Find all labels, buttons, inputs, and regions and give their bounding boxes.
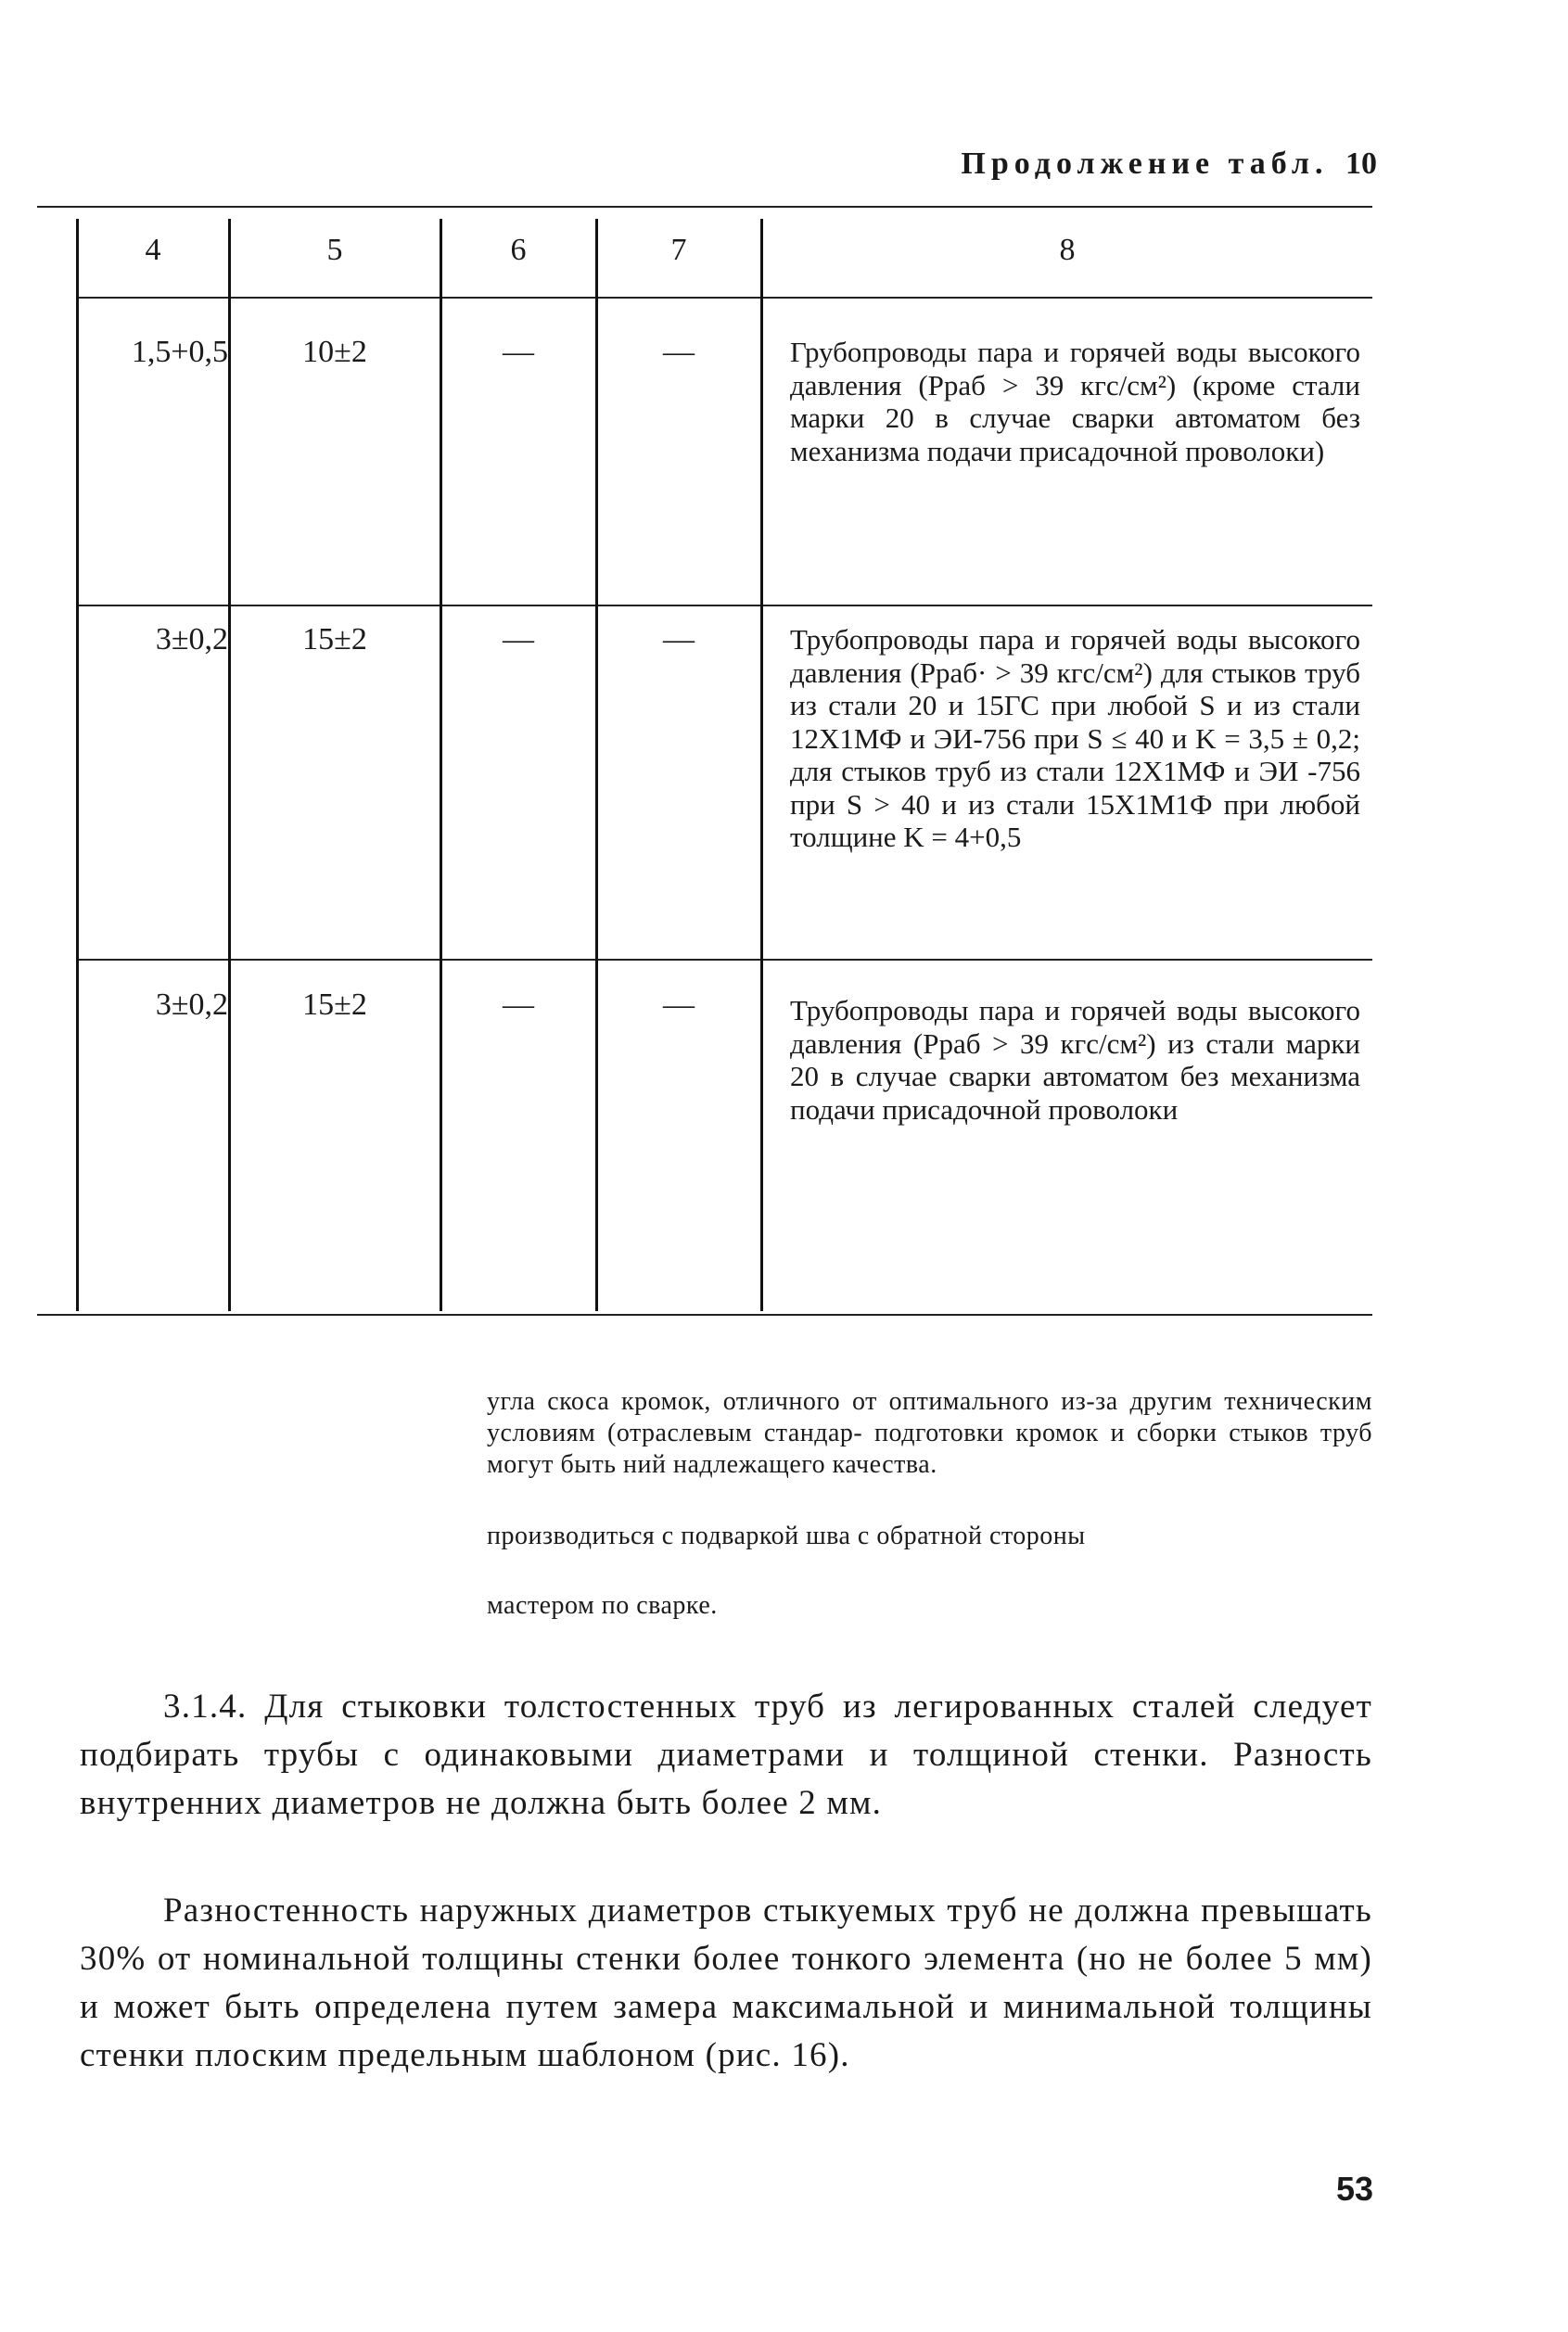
row3-col4: 3±0,2 <box>155 988 228 1022</box>
row3-col6: — <box>503 988 534 1022</box>
row1-col4: 1,5+0,5 <box>131 335 228 369</box>
footnote-fragment-1: угла скоса кромок, отличного от оптимального из-за другим техническим условиям (отраслевым стандар- подготовки кромок и сборки стыков труб могут быть ний надлежащего качества. <box>487 1387 1372 1479</box>
footnote-fragment-3: мастером по сварке. <box>487 1591 718 1620</box>
row3-description: Трубопроводы пара и горячей воды высокого давления (Pраб > 39 кгс/см²) из стали марки 20 в случае сварки автоматом без механизма подачи присадочной проволоки <box>790 994 1360 1126</box>
paragraph-3-1-4-text: 3.1.4. Для стыковки толстостенных труб из легированных сталей следует подбирать трубы с одинаковыми диаметрами и толщиной стенки. Разность внутренних диаметров не должна быть более 2 мм. <box>80 1688 1372 1822</box>
header-rule <box>76 297 1372 299</box>
row2-col4: 3±0,2 <box>155 622 228 656</box>
col-divider-6-7 <box>595 219 598 1311</box>
row2-col7: — <box>663 622 695 656</box>
col-divider-4-5 <box>228 219 231 1311</box>
paragraph-wall-difference-text: Разностенность наружных диаметров стыкуемых труб не должна превышать 30% от номинальной толщины стенки более тонкого элемента (но не более 5 мм) и может быть определена путем замера максимальной и минимальной толщины стенки плоским предельным шаблоном (рис. 16). <box>80 1892 1372 2074</box>
row-rule-2 <box>76 959 1372 961</box>
row2-col6: — <box>503 622 534 656</box>
table-caption-text: Продолжение табл. <box>961 147 1329 181</box>
header-col-6: 6 <box>510 233 527 267</box>
footnote-fragment-2: производиться с подваркой шва с обратной стороны <box>487 1522 1086 1550</box>
col-divider-7-8 <box>760 219 763 1311</box>
header-col-7: 7 <box>670 233 687 267</box>
row3-col7: — <box>663 988 695 1022</box>
row1-col6: — <box>503 335 534 369</box>
header-col-4: 4 <box>145 233 161 267</box>
row1-col5: 10±2 <box>302 335 367 369</box>
row1-col7: — <box>663 335 695 369</box>
header-col-5: 5 <box>326 233 343 267</box>
table-caption <box>961 147 1377 182</box>
table-bottom-rule <box>37 1314 1372 1316</box>
paragraph-wall-difference <box>80 1887 1372 2080</box>
row3-col5: 15±2 <box>302 988 367 1022</box>
page-number: 53 <box>1335 2170 1373 2208</box>
continuation-table <box>37 206 1372 1337</box>
table-number: 10 <box>1345 147 1377 181</box>
col-divider-5-6 <box>440 219 442 1311</box>
paragraph-3-1-4 <box>80 1683 1372 1828</box>
row2-col5: 15±2 <box>302 622 367 656</box>
table-top-rule <box>37 206 1372 208</box>
row1-description: Грубопроводы пара и горячей воды высокого давления (Pраб > 39 кгс/см²) (кроме стали марки 20 в случае сварки автоматом без механизма подачи присадочной проволоки) <box>790 336 1360 467</box>
header-col-8: 8 <box>1059 233 1076 267</box>
row-rule-1 <box>76 605 1372 606</box>
table-left-border <box>76 219 79 1311</box>
row2-description: Трубопроводы пара и горячей воды высокого давления (Pраб· > 39 кгс/см²) для стыков труб из стали 20 и 15ГС при любой S и из стали 12Х1МФ и ЭИ-756 при S ≤ 40 и K = 3,5 ± 0,2; для стыков труб из стали 12Х1МФ и ЭИ -756 при S > 40 и из стали 15Х1М1Ф при любой толщине K = 4+0,5 <box>790 623 1360 853</box>
